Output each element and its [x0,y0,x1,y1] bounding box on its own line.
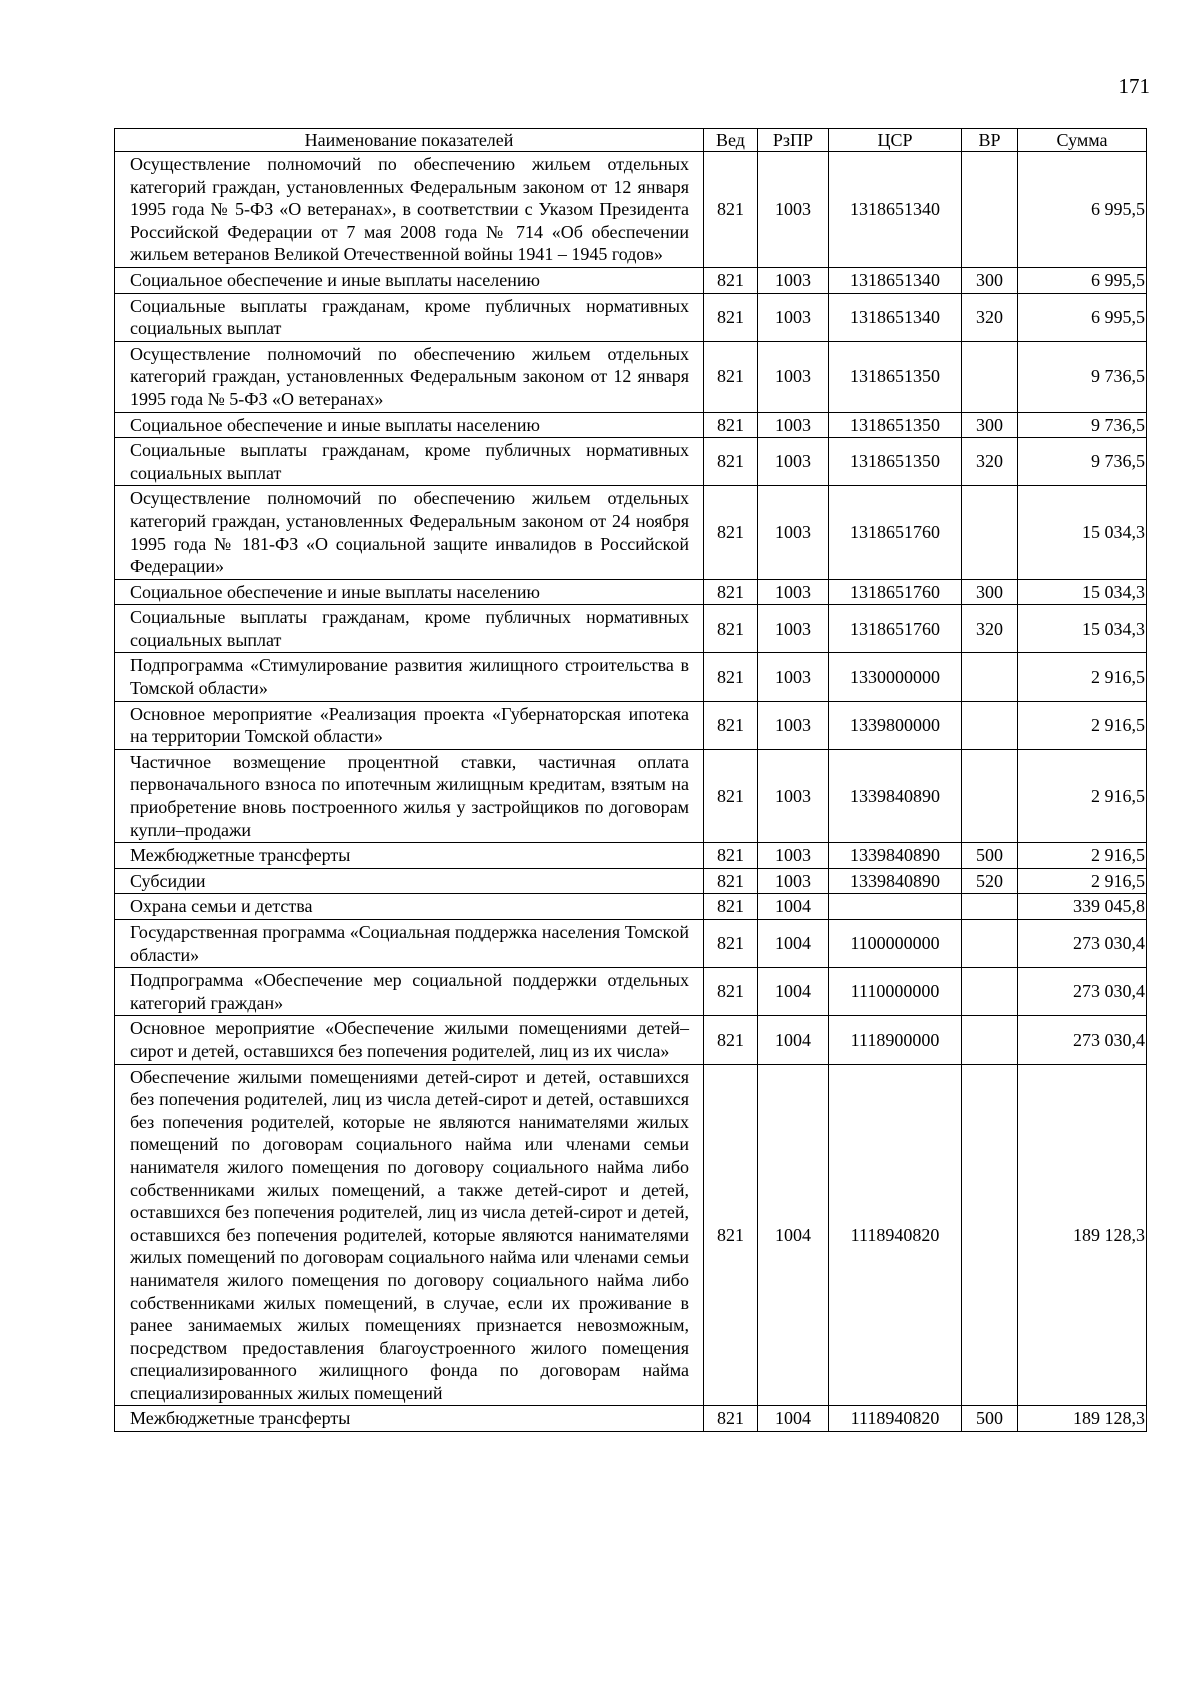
cell-csr: 1318651340 [829,293,962,341]
table-row [115,341,1147,412]
cell-rzpr: 1003 [758,701,829,749]
cell-csr: 1318651340 [829,267,962,293]
cell-rzpr: 1003 [758,293,829,341]
cell-vr [962,341,1018,412]
cell-csr: 1318651760 [829,579,962,605]
cell-ved: 821 [704,605,758,653]
cell-ved: 821 [704,579,758,605]
cell-rzpr: 1003 [758,152,829,268]
header-sum: Сумма [1018,129,1147,152]
cell-rzpr: 1004 [758,1016,829,1064]
cell-vr: 320 [962,293,1018,341]
cell-csr: 1339840890 [829,843,962,869]
cell-rzpr: 1004 [758,1406,829,1432]
cell-vr [962,486,1018,579]
table-row [115,293,1147,341]
table-row [115,920,1147,968]
table-row [115,968,1147,1016]
cell-rzpr: 1003 [758,868,829,894]
cell-ved: 821 [704,267,758,293]
table-row [115,894,1147,920]
cell-rzpr: 1003 [758,843,829,869]
cell-vr [962,152,1018,268]
cell-csr: 1339800000 [829,701,962,749]
cell-sum: 189 128,3 [1018,1064,1147,1406]
cell-name: Основное мероприятие «Реализация проекта «Губернаторская ипотека на территории Томской области» [115,701,704,749]
header-name: Наименование показателей [115,129,704,152]
cell-sum: 9 736,5 [1018,438,1147,486]
cell-csr [829,894,962,920]
cell-sum: 273 030,4 [1018,968,1147,1016]
cell-ved: 821 [704,701,758,749]
cell-rzpr: 1003 [758,412,829,438]
cell-rzpr: 1004 [758,920,829,968]
cell-sum: 15 034,3 [1018,579,1147,605]
cell-csr: 1318651350 [829,341,962,412]
cell-rzpr: 1003 [758,438,829,486]
cell-name: Охрана семьи и детства [115,894,704,920]
cell-vr: 500 [962,1406,1018,1432]
table-row [115,868,1147,894]
cell-sum: 2 916,5 [1018,843,1147,869]
cell-csr: 1100000000 [829,920,962,968]
table-row [115,653,1147,701]
cell-ved: 821 [704,486,758,579]
table-row [115,267,1147,293]
cell-sum: 273 030,4 [1018,1016,1147,1064]
cell-name: Обеспечение жилыми помещениями детей-сирот и детей, оставшихся без попечения родителей, лиц из числа детей-сирот и детей, оставшихся без попечения родителей, которые не являются нанимателями жилых помещений по договорам социального найма или членами семьи нанимателя жилого помещения по договору социального найма либо собственниками жилых помещений, а также детей-сирот и детей, оставшихся без попечения родителей, лиц из числа детей-сирот и детей, оставшихся без попечения родителей, которые являются нанимателями жилых помещений по договорам социального найма или членами семьи нанимателя жилого помещения по договору социального найма либо собственниками жилых помещений, в случае, если их проживание в ранее занимаемых жилых помещениях признается невозможным, посредством предоставления благоустроенного жилого помещения специализированного жилищного фонда по договорам найма специализированных жилых помещений [115,1064,704,1406]
cell-csr: 1318651350 [829,412,962,438]
cell-rzpr: 1003 [758,605,829,653]
cell-sum: 2 916,5 [1018,749,1147,842]
header-csr: ЦСР [829,129,962,152]
cell-ved: 821 [704,1064,758,1406]
table-row [115,749,1147,842]
cell-csr: 1318651760 [829,605,962,653]
cell-sum: 6 995,5 [1018,152,1147,268]
budget-table [114,128,1147,1432]
cell-sum: 6 995,5 [1018,267,1147,293]
table-row [115,486,1147,579]
cell-sum: 2 916,5 [1018,653,1147,701]
cell-sum: 6 995,5 [1018,293,1147,341]
cell-name: Осуществление полномочий по обеспечению жильем отдельных категорий граждан, установленных Федеральным законом от 24 ноября 1995 года № 181-ФЗ «О социальной защите инвалидов в Российской Федерации» [115,486,704,579]
cell-ved: 821 [704,653,758,701]
cell-name: Основное мероприятие «Обеспечение жилыми помещениями детей–сирот и детей, оставшихся без попечения родителей, лиц из их числа» [115,1016,704,1064]
table-row [115,579,1147,605]
cell-csr: 1339840890 [829,749,962,842]
cell-name: Социальные выплаты гражданам, кроме публичных нормативных социальных выплат [115,293,704,341]
cell-csr: 1118900000 [829,1016,962,1064]
cell-name: Частичное возмещение процентной ставки, частичная оплата первоначального взноса по ипотечным жилищным кредитам, взятым на приобретение вновь построенного жилья у застройщиков по договорам купли–продажи [115,749,704,842]
cell-rzpr: 1004 [758,1064,829,1406]
cell-vr [962,1064,1018,1406]
cell-vr [962,701,1018,749]
table-header-row [115,129,1147,152]
cell-ved: 821 [704,341,758,412]
header-rzpr: РзПР [758,129,829,152]
cell-vr [962,1016,1018,1064]
cell-vr: 500 [962,843,1018,869]
cell-csr: 1118940820 [829,1064,962,1406]
cell-ved: 821 [704,843,758,869]
cell-name: Социальное обеспечение и иные выплаты населению [115,267,704,293]
cell-vr [962,749,1018,842]
cell-csr: 1318651340 [829,152,962,268]
cell-ved: 821 [704,894,758,920]
cell-name: Социальное обеспечение и иные выплаты населению [115,579,704,605]
cell-vr: 300 [962,267,1018,293]
cell-rzpr: 1003 [758,579,829,605]
cell-vr: 520 [962,868,1018,894]
cell-ved: 821 [704,868,758,894]
cell-name: Подпрограмма «Обеспечение мер социальной поддержки отдельных категорий граждан» [115,968,704,1016]
cell-name: Межбюджетные трансферты [115,1406,704,1432]
cell-rzpr: 1004 [758,968,829,1016]
cell-rzpr: 1004 [758,894,829,920]
table-row [115,412,1147,438]
cell-rzpr: 1003 [758,341,829,412]
header-vr: ВР [962,129,1018,152]
cell-vr: 320 [962,438,1018,486]
cell-ved: 821 [704,1406,758,1432]
cell-rzpr: 1003 [758,749,829,842]
cell-csr: 1339840890 [829,868,962,894]
page-number: 171 [1118,74,1150,98]
cell-rzpr: 1003 [758,486,829,579]
cell-vr [962,653,1018,701]
cell-rzpr: 1003 [758,267,829,293]
cell-vr [962,968,1018,1016]
cell-name: Социальные выплаты гражданам, кроме публичных нормативных социальных выплат [115,605,704,653]
cell-sum: 189 128,3 [1018,1406,1147,1432]
cell-csr: 1330000000 [829,653,962,701]
cell-sum: 9 736,5 [1018,412,1147,438]
table-row [115,701,1147,749]
cell-vr [962,920,1018,968]
cell-name: Осуществление полномочий по обеспечению жильем отдельных категорий граждан, установленных Федеральным законом от 12 января 1995 года № 5-ФЗ «О ветеранах» [115,341,704,412]
cell-csr: 1110000000 [829,968,962,1016]
table-row [115,605,1147,653]
cell-sum: 2 916,5 [1018,868,1147,894]
table-row [115,1406,1147,1432]
cell-csr: 1318651760 [829,486,962,579]
cell-vr: 300 [962,412,1018,438]
table-row [115,438,1147,486]
cell-rzpr: 1003 [758,653,829,701]
cell-name: Государственная программа «Социальная поддержка населения Томской области» [115,920,704,968]
cell-name: Социальные выплаты гражданам, кроме публичных нормативных социальных выплат [115,438,704,486]
table-row [115,152,1147,268]
cell-vr: 300 [962,579,1018,605]
header-ved: Вед [704,129,758,152]
cell-name: Социальное обеспечение и иные выплаты населению [115,412,704,438]
cell-ved: 821 [704,293,758,341]
table-row [115,1064,1147,1406]
cell-ved: 821 [704,412,758,438]
cell-vr [962,894,1018,920]
cell-ved: 821 [704,1016,758,1064]
cell-ved: 821 [704,968,758,1016]
table-row [115,1016,1147,1064]
cell-ved: 821 [704,152,758,268]
cell-ved: 821 [704,920,758,968]
table-body [115,152,1147,1432]
cell-csr: 1318651350 [829,438,962,486]
cell-name: Осуществление полномочий по обеспечению жильем отдельных категорий граждан, установленных Федеральным законом от 12 января 1995 года № 5-ФЗ «О ветеранах», в соответствии с Указом Президента Российской Федерации от 7 мая 2008 года № 714 «Об обеспечении жильем ветеранов Великой Отечественной войны 1941 – 1945 годов» [115,152,704,268]
cell-ved: 821 [704,749,758,842]
cell-sum: 273 030,4 [1018,920,1147,968]
cell-name: Субсидии [115,868,704,894]
cell-sum: 2 916,5 [1018,701,1147,749]
table-row [115,843,1147,869]
cell-sum: 9 736,5 [1018,341,1147,412]
cell-name: Подпрограмма «Стимулирование развития жилищного строительства в Томской области» [115,653,704,701]
cell-csr: 1118940820 [829,1406,962,1432]
cell-vr: 320 [962,605,1018,653]
cell-sum: 339 045,8 [1018,894,1147,920]
cell-ved: 821 [704,438,758,486]
cell-sum: 15 034,3 [1018,486,1147,579]
cell-sum: 15 034,3 [1018,605,1147,653]
cell-name: Межбюджетные трансферты [115,843,704,869]
